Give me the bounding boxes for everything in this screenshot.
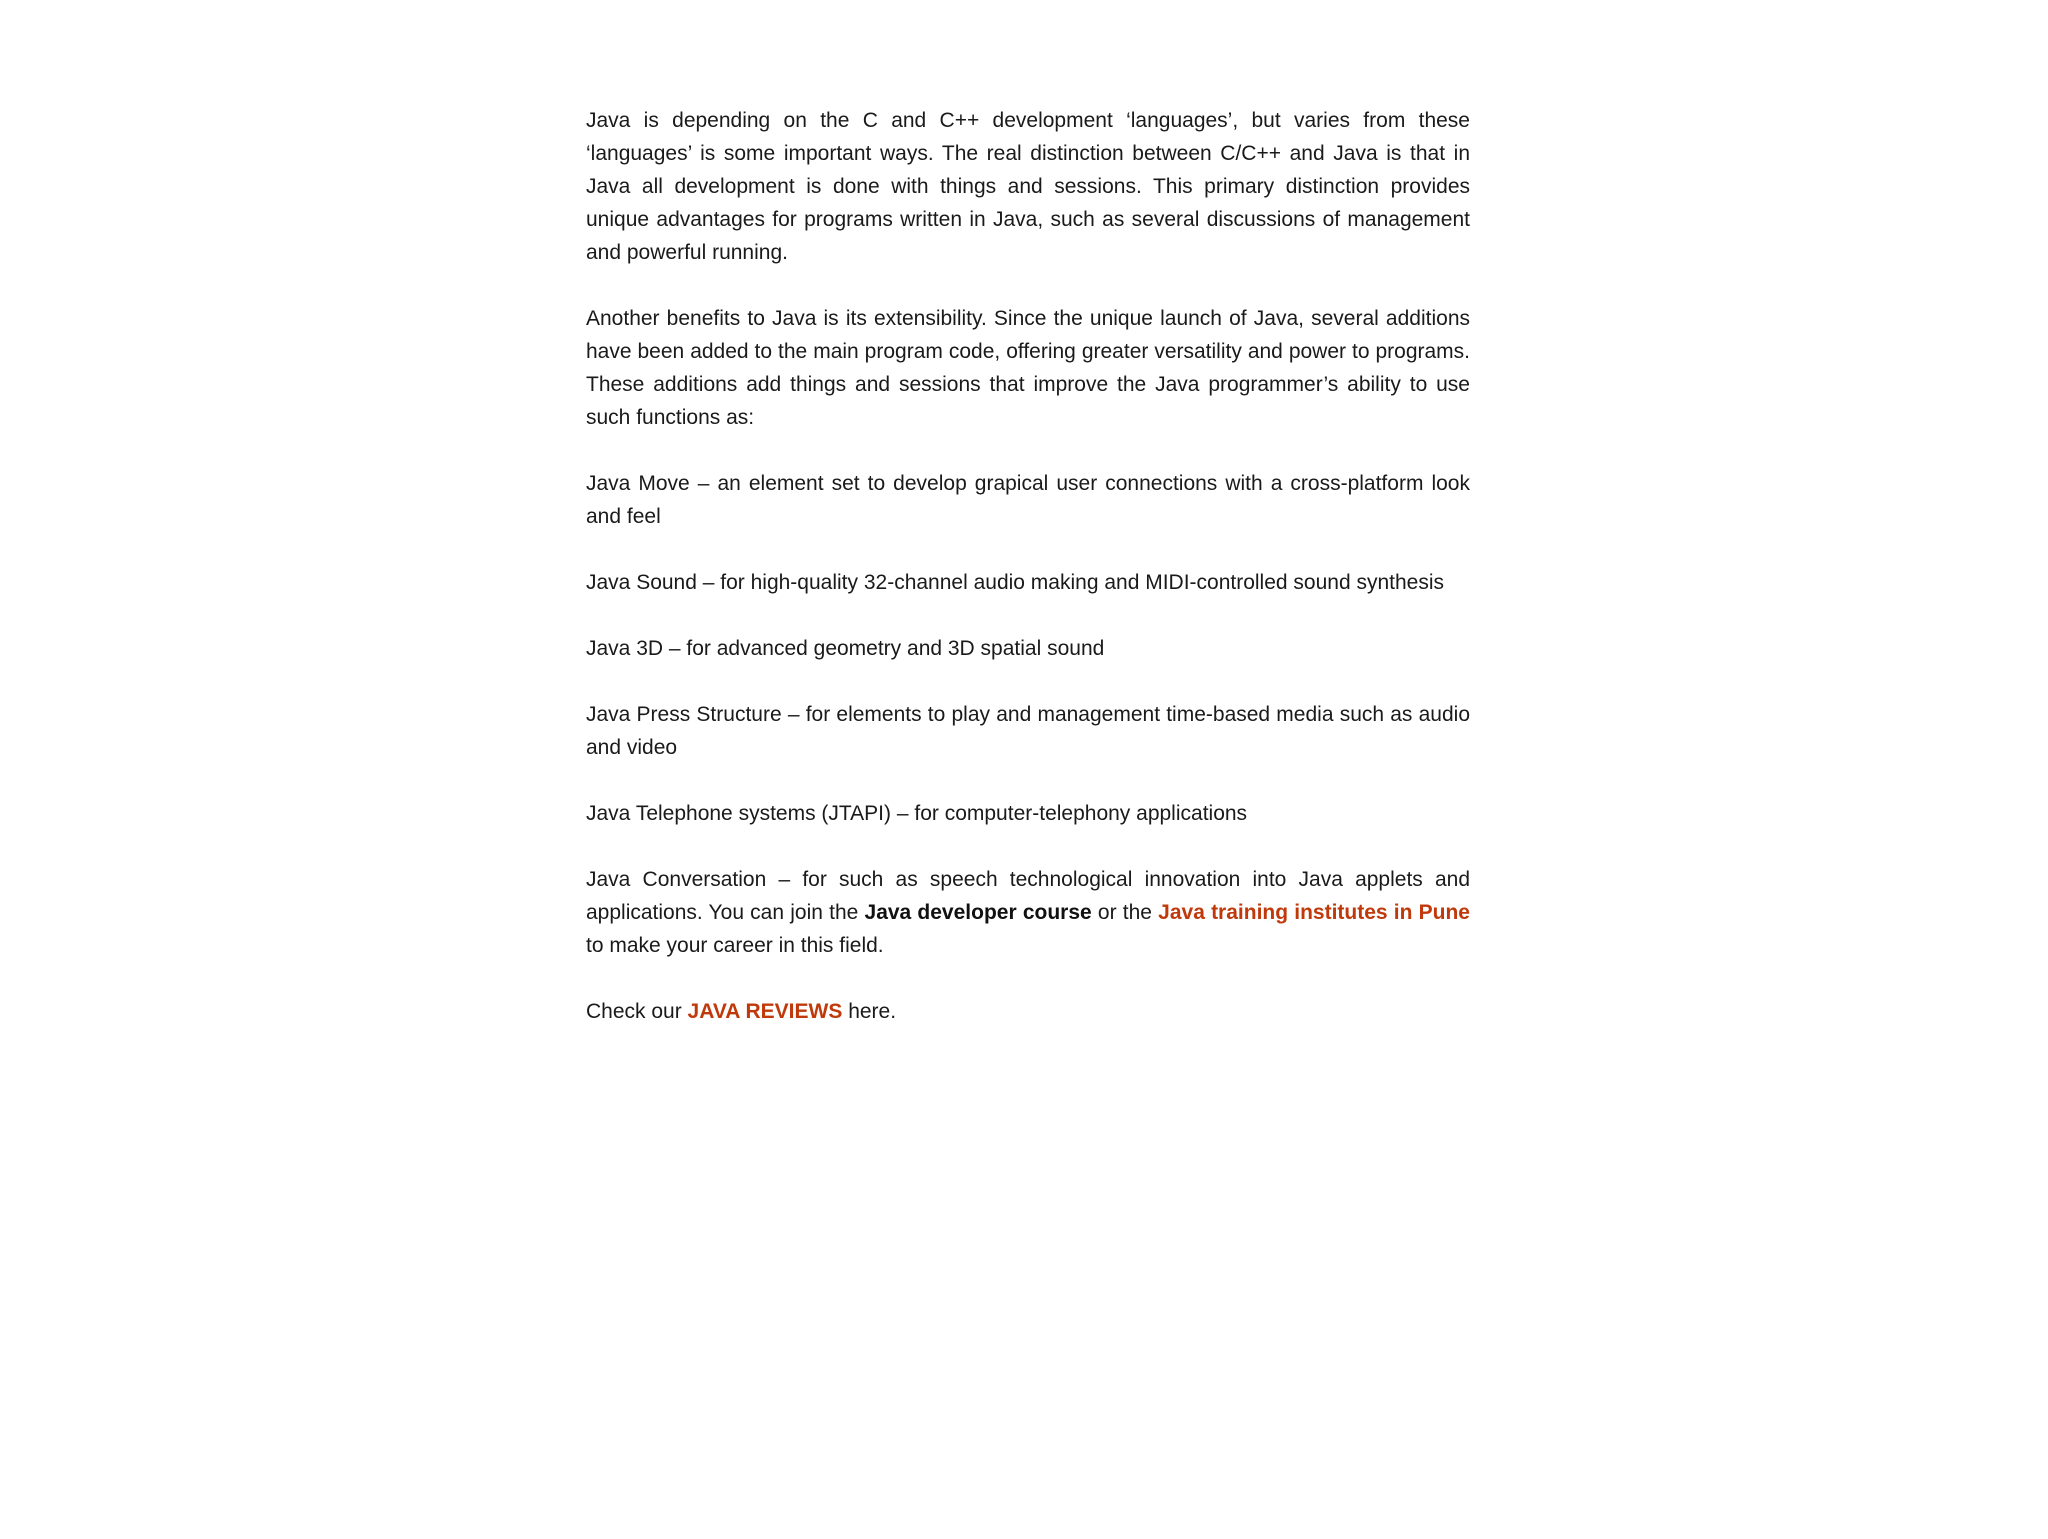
java-reviews-link[interactable]: JAVA REVIEWS <box>687 1000 843 1023</box>
extensibility-paragraph: Another benefits to Java is its extensibility. Since the unique launch of Java, several additions have been added to the main program code, offering greater versatility and power to programs. These additions add things and sessions that improve the Java programmer’s ability to use such functions as: <box>586 307 1470 429</box>
intro-paragraph: Java is depending on the C and C++ development ‘languages’, but varies from these ‘languages’ is some important ways. The real distinction between C/C++ and Java is that in Java all development is done with things and sessions. This primary distinction provides unique advantages for programs written in Java, such as several discussions of management and powerful running. <box>586 109 1470 264</box>
java-training-institutes-link[interactable]: Java training institutes in Pune <box>1158 901 1470 924</box>
reviews-text-start: Check our <box>586 1000 688 1023</box>
reviews-text-end: here. <box>842 1000 897 1023</box>
feature-java-conversation <box>586 863 1470 962</box>
feature-java-press-structure: Java Press Structure – for elements to play and management time-based media such as audio and video <box>586 703 1470 759</box>
java-developer-course-text: Java developer course <box>864 901 1092 924</box>
feature-java-telephone: Java Telephone systems (JTAPI) – for computer-telephony applications <box>586 802 1248 825</box>
feature-java-sound: Java Sound – for high-quality 32-channel audio making and MIDI-controlled sound synthesis <box>586 571 1445 594</box>
conversation-text-end: to make your career in this field. <box>586 934 884 957</box>
reviews-paragraph <box>586 995 1470 1028</box>
article-body <box>586 104 1470 1028</box>
conversation-text-mid: or the <box>1091 901 1159 924</box>
conversation-text-start: Java Conversation – for such as speech technological innovation into Java applets and applications. You can join the <box>586 868 1470 924</box>
feature-java-3d: Java 3D – for advanced geometry and 3D spatial sound <box>586 637 1105 660</box>
feature-java-move: Java Move – an element set to develop grapical user connections with a cross-platform look and feel <box>586 472 1470 528</box>
